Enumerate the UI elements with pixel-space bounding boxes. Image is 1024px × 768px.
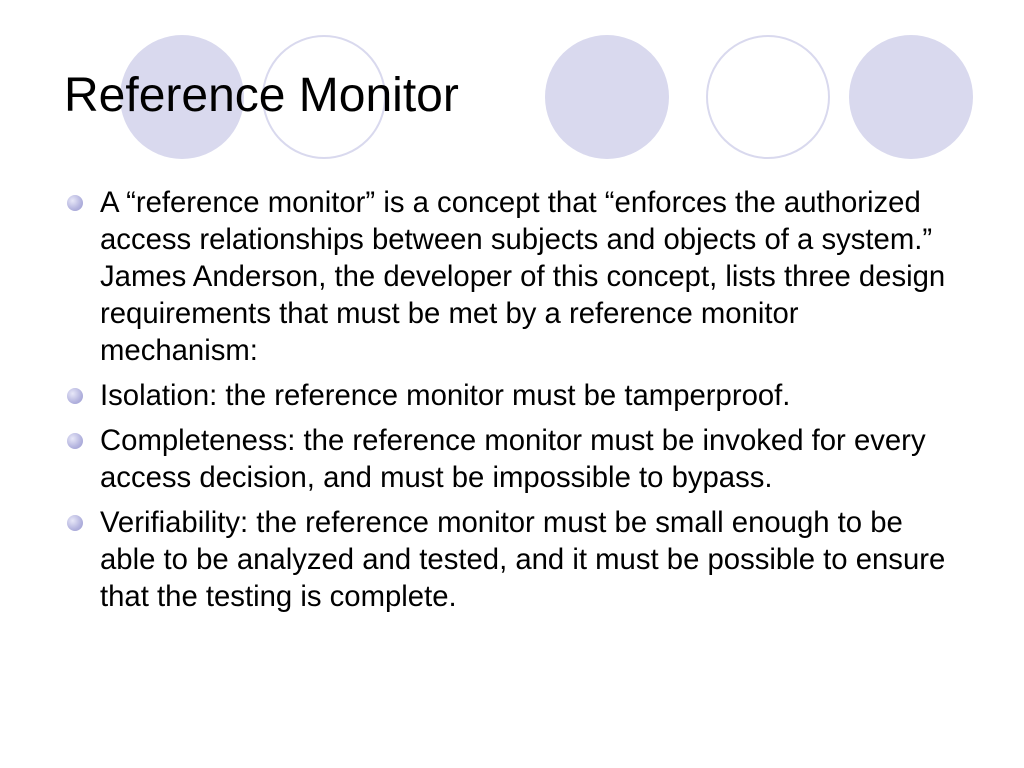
- slide-title: Reference Monitor: [64, 69, 459, 122]
- bullet-item: [64, 377, 964, 414]
- circle-bullet-icon: [67, 515, 83, 531]
- circle-bullet-icon: [67, 195, 83, 211]
- decorative-circle-filled: [545, 35, 669, 159]
- bullet-item: [64, 184, 964, 369]
- decorative-circle-filled: [849, 35, 973, 159]
- bullet-text: Verifiability: the reference monitor must be small enough to be able to be analyzed and tested, and it must be possible to ensure that the testing is complete.: [100, 506, 946, 613]
- bullet-list: [64, 184, 964, 623]
- bullet-text: A “reference monitor” is a concept that “enforces the authorized access relationships between subjects and objects of a system.” James Anderson, the developer of this concept, lists three design requirements that must be met by a reference monitor mechanism:: [100, 186, 946, 367]
- bullet-item: [64, 422, 964, 496]
- circle-bullet-icon: [67, 433, 83, 449]
- circle-bullet-icon: [67, 388, 83, 404]
- decorative-circle-outline: [706, 35, 830, 159]
- bullet-item: [64, 504, 964, 615]
- bullet-text: Isolation: the reference monitor must be tamperproof.: [100, 379, 791, 412]
- bullet-text: Completeness: the reference monitor must be invoked for every access decision, and must be impossible to bypass.: [100, 424, 926, 494]
